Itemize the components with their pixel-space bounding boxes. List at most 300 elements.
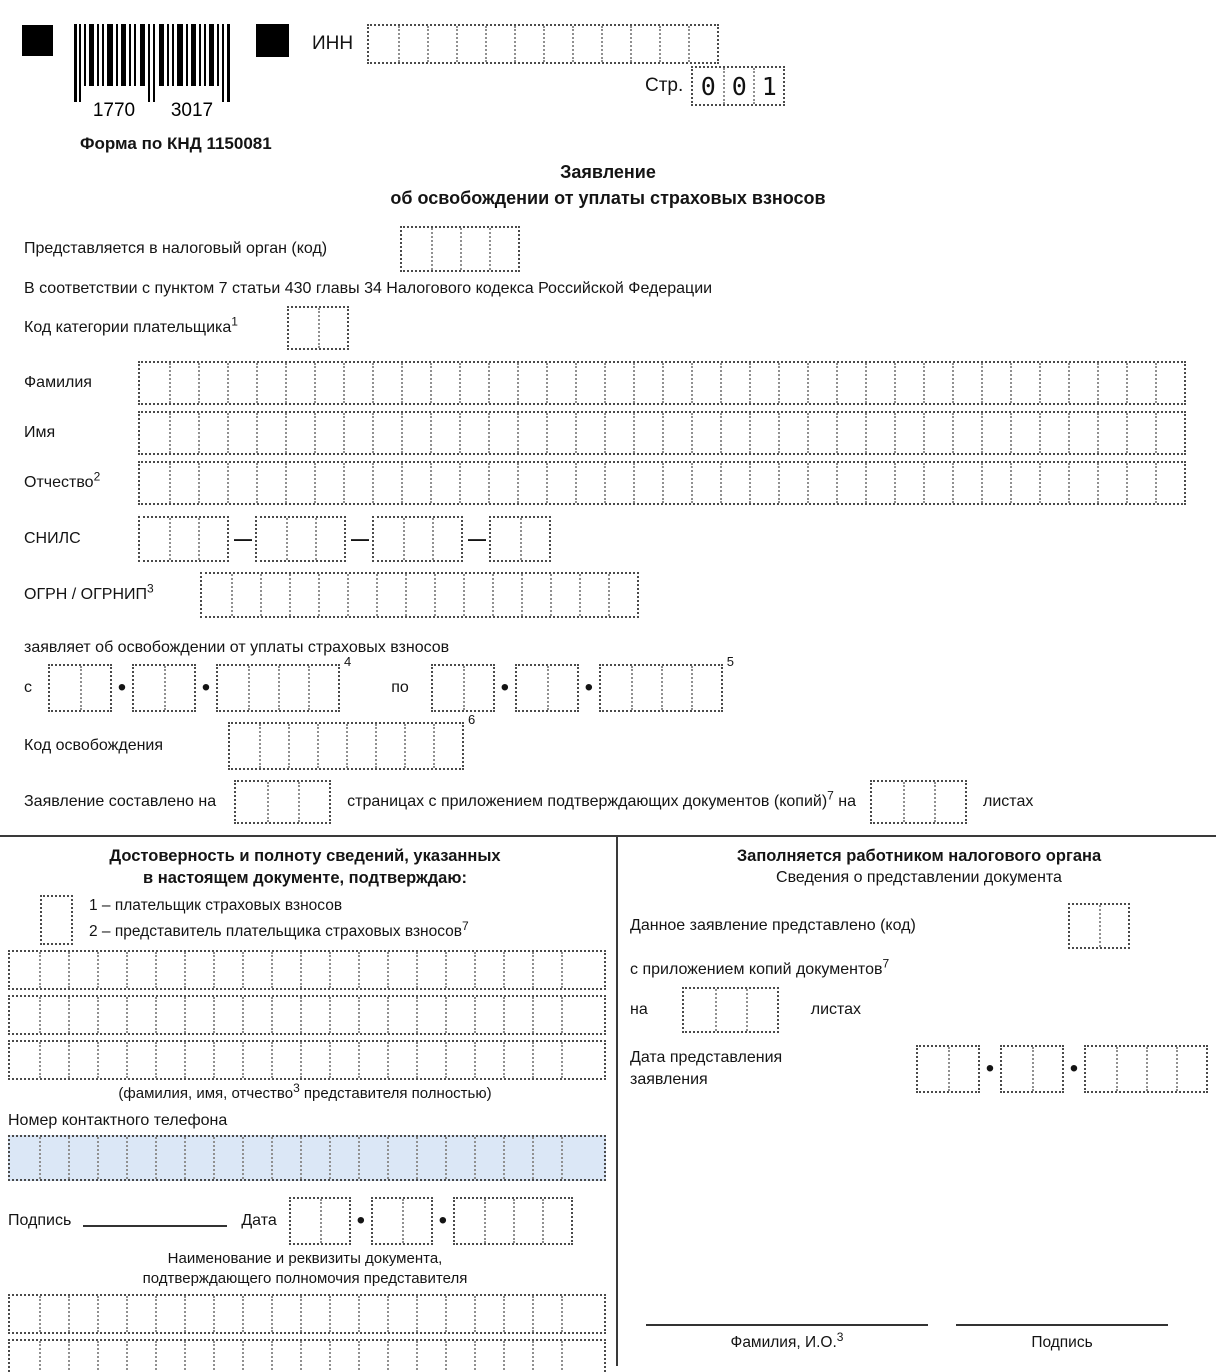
- cell[interactable]: [358, 1137, 387, 1179]
- cell[interactable]: [416, 952, 445, 988]
- cell[interactable]: [285, 413, 314, 453]
- cell[interactable]: [572, 26, 601, 62]
- cell[interactable]: [242, 1296, 271, 1332]
- cell[interactable]: [256, 463, 285, 503]
- cell[interactable]: [373, 1199, 402, 1243]
- exemption-code-field[interactable]: [228, 722, 464, 770]
- submission-date-month-field[interactable]: [1000, 1045, 1064, 1093]
- cell[interactable]: [503, 1341, 532, 1372]
- cell[interactable]: [807, 413, 836, 453]
- cell[interactable]: [1155, 363, 1184, 403]
- cell[interactable]: [575, 463, 604, 503]
- cell[interactable]: [903, 782, 934, 822]
- cell[interactable]: [430, 363, 459, 403]
- cell[interactable]: [10, 1341, 39, 1372]
- cell[interactable]: [372, 413, 401, 453]
- cell[interactable]: [1116, 1047, 1146, 1091]
- cell[interactable]: [387, 1137, 416, 1179]
- cell[interactable]: [10, 1042, 39, 1078]
- cell[interactable]: [314, 413, 343, 453]
- cell[interactable]: [10, 997, 39, 1033]
- cell[interactable]: [1155, 413, 1184, 453]
- cell[interactable]: [300, 1341, 329, 1372]
- snils-field-4[interactable]: [489, 516, 551, 562]
- cell[interactable]: [140, 413, 169, 453]
- cell[interactable]: [126, 1042, 155, 1078]
- cell[interactable]: [532, 952, 561, 988]
- cell[interactable]: [308, 666, 338, 710]
- cell[interactable]: [329, 1341, 358, 1372]
- cell[interactable]: [1097, 413, 1126, 453]
- cell[interactable]: [358, 1042, 387, 1078]
- cell[interactable]: [343, 413, 372, 453]
- cell[interactable]: [659, 26, 688, 62]
- cell[interactable]: [952, 413, 981, 453]
- sign-date-day-field[interactable]: [289, 1197, 351, 1245]
- cell[interactable]: [198, 518, 227, 560]
- cell[interactable]: [271, 1296, 300, 1332]
- cell[interactable]: [257, 518, 286, 560]
- cell[interactable]: [155, 1296, 184, 1332]
- cell[interactable]: [547, 666, 577, 710]
- cell[interactable]: [720, 413, 749, 453]
- cell[interactable]: [1126, 363, 1155, 403]
- cell[interactable]: [358, 1296, 387, 1332]
- cell[interactable]: [358, 952, 387, 988]
- cell[interactable]: [314, 463, 343, 503]
- cell[interactable]: [894, 363, 923, 403]
- cell[interactable]: [1068, 363, 1097, 403]
- sign-date-month-field[interactable]: [371, 1197, 433, 1245]
- cell[interactable]: [169, 413, 198, 453]
- cell[interactable]: [259, 724, 288, 768]
- cell[interactable]: [398, 26, 427, 62]
- cell[interactable]: [952, 463, 981, 503]
- cell[interactable]: [631, 666, 661, 710]
- cell[interactable]: [503, 952, 532, 988]
- cell[interactable]: [445, 1042, 474, 1078]
- cell[interactable]: [981, 413, 1010, 453]
- cell[interactable]: [97, 1137, 126, 1179]
- cell[interactable]: [404, 724, 433, 768]
- cell[interactable]: [503, 1137, 532, 1179]
- officer-sign-line[interactable]: [956, 1324, 1168, 1326]
- cell[interactable]: [248, 666, 278, 710]
- cell[interactable]: [604, 463, 633, 503]
- cell[interactable]: [778, 413, 807, 453]
- cell[interactable]: [691, 666, 721, 710]
- cell[interactable]: [169, 463, 198, 503]
- cell[interactable]: [213, 952, 242, 988]
- cell[interactable]: [97, 997, 126, 1033]
- cell[interactable]: [662, 413, 691, 453]
- cell[interactable]: [198, 363, 227, 403]
- authority-doc-field-1[interactable]: [8, 1294, 606, 1334]
- cell[interactable]: [126, 1137, 155, 1179]
- submission-date-year-field[interactable]: [1084, 1045, 1208, 1093]
- cell[interactable]: [314, 363, 343, 403]
- pages-count-field[interactable]: [234, 780, 331, 824]
- cell[interactable]: [1086, 1047, 1116, 1091]
- cell[interactable]: [1039, 463, 1068, 503]
- cell[interactable]: [213, 1042, 242, 1078]
- cell[interactable]: [517, 413, 546, 453]
- cell[interactable]: [242, 952, 271, 988]
- cell[interactable]: [1068, 463, 1097, 503]
- cell[interactable]: [343, 363, 372, 403]
- cell[interactable]: [369, 26, 398, 62]
- cell[interactable]: [376, 574, 405, 616]
- cell[interactable]: [575, 413, 604, 453]
- cell[interactable]: [126, 1341, 155, 1372]
- cell[interactable]: [256, 363, 285, 403]
- cell[interactable]: [503, 1042, 532, 1078]
- cell[interactable]: [134, 666, 164, 710]
- cell[interactable]: [561, 1341, 590, 1372]
- cell[interactable]: [431, 228, 460, 270]
- cell[interactable]: [836, 413, 865, 453]
- cell[interactable]: [68, 1296, 97, 1332]
- cell[interactable]: [807, 363, 836, 403]
- cell[interactable]: 0: [700, 71, 716, 101]
- phone-field[interactable]: [8, 1135, 606, 1181]
- cell[interactable]: [778, 463, 807, 503]
- cell[interactable]: [227, 413, 256, 453]
- cell[interactable]: [387, 1296, 416, 1332]
- cell[interactable]: [10, 952, 39, 988]
- cell[interactable]: [474, 952, 503, 988]
- cell[interactable]: [1099, 905, 1128, 947]
- cell[interactable]: [433, 724, 462, 768]
- cell[interactable]: [1126, 463, 1155, 503]
- cell[interactable]: [318, 574, 347, 616]
- cell[interactable]: [445, 952, 474, 988]
- cell[interactable]: [778, 363, 807, 403]
- cell[interactable]: [503, 997, 532, 1033]
- cell[interactable]: [372, 363, 401, 403]
- cell[interactable]: [155, 952, 184, 988]
- cell[interactable]: [300, 997, 329, 1033]
- cell[interactable]: [474, 1296, 503, 1332]
- cell[interactable]: [1146, 1047, 1176, 1091]
- cell[interactable]: [374, 518, 403, 560]
- cell[interactable]: [97, 1341, 126, 1372]
- cell[interactable]: [416, 1296, 445, 1332]
- cell[interactable]: [691, 463, 720, 503]
- cell[interactable]: [213, 1137, 242, 1179]
- cell[interactable]: [474, 1137, 503, 1179]
- cell[interactable]: [242, 1341, 271, 1372]
- cell[interactable]: [1010, 463, 1039, 503]
- cell[interactable]: [923, 413, 952, 453]
- cell[interactable]: [97, 952, 126, 988]
- cell[interactable]: [691, 413, 720, 453]
- cell[interactable]: [445, 1341, 474, 1372]
- payer-category-field[interactable]: [287, 306, 349, 350]
- cell[interactable]: [198, 413, 227, 453]
- cell[interactable]: [633, 463, 662, 503]
- cell[interactable]: [236, 782, 267, 822]
- cell[interactable]: [155, 997, 184, 1033]
- cell[interactable]: [474, 1042, 503, 1078]
- cell[interactable]: [604, 363, 633, 403]
- cell[interactable]: [746, 989, 777, 1031]
- cell[interactable]: [278, 666, 308, 710]
- cell[interactable]: [715, 989, 746, 1031]
- cell[interactable]: [1097, 363, 1126, 403]
- cell[interactable]: [387, 997, 416, 1033]
- cell[interactable]: [227, 363, 256, 403]
- cell[interactable]: [561, 1296, 590, 1332]
- cell[interactable]: [1010, 413, 1039, 453]
- cell[interactable]: [242, 997, 271, 1033]
- cell[interactable]: [155, 1042, 184, 1078]
- cell[interactable]: [267, 782, 298, 822]
- page-number-field[interactable]: [691, 66, 785, 106]
- cell[interactable]: [184, 1137, 213, 1179]
- cell[interactable]: [300, 1296, 329, 1332]
- cell[interactable]: [39, 1042, 68, 1078]
- cell[interactable]: [532, 1296, 561, 1332]
- cell[interactable]: [434, 574, 463, 616]
- cell[interactable]: [329, 1042, 358, 1078]
- date-from-day-field[interactable]: [48, 664, 112, 712]
- cell[interactable]: [1155, 463, 1184, 503]
- snils-field-3[interactable]: [372, 516, 463, 562]
- cell[interactable]: [213, 1341, 242, 1372]
- cell[interactable]: [474, 1341, 503, 1372]
- cell[interactable]: [952, 363, 981, 403]
- cell[interactable]: [836, 363, 865, 403]
- cell[interactable]: [218, 666, 248, 710]
- cell[interactable]: [433, 666, 463, 710]
- cell[interactable]: [1039, 363, 1068, 403]
- cell[interactable]: [688, 26, 717, 62]
- cell[interactable]: [10, 1137, 39, 1179]
- cell[interactable]: [300, 1042, 329, 1078]
- surname-field[interactable]: [138, 361, 1186, 405]
- cell[interactable]: [445, 1137, 474, 1179]
- cell[interactable]: [39, 1137, 68, 1179]
- cell[interactable]: [488, 463, 517, 503]
- cell[interactable]: [691, 363, 720, 403]
- cell[interactable]: [271, 997, 300, 1033]
- snils-field-1[interactable]: [138, 516, 229, 562]
- cell[interactable]: [749, 363, 778, 403]
- cell[interactable]: [460, 228, 489, 270]
- representative-fio-field-2[interactable]: [8, 995, 606, 1035]
- cell[interactable]: [242, 1137, 271, 1179]
- cell[interactable]: [918, 1047, 948, 1091]
- cell[interactable]: [271, 952, 300, 988]
- patronymic-field[interactable]: [138, 461, 1186, 505]
- cell[interactable]: [579, 574, 608, 616]
- cell[interactable]: [403, 518, 432, 560]
- cell[interactable]: [981, 363, 1010, 403]
- cell[interactable]: [184, 1296, 213, 1332]
- cell[interactable]: [1032, 1047, 1062, 1091]
- cell[interactable]: [126, 997, 155, 1033]
- cell[interactable]: [894, 463, 923, 503]
- cell[interactable]: [202, 574, 231, 616]
- cell[interactable]: [140, 518, 169, 560]
- cell[interactable]: [242, 1042, 271, 1078]
- cell[interactable]: [358, 1341, 387, 1372]
- cell[interactable]: [286, 518, 315, 560]
- cell[interactable]: [50, 666, 80, 710]
- cell[interactable]: [401, 363, 430, 403]
- cell[interactable]: [546, 413, 575, 453]
- cell[interactable]: [329, 997, 358, 1033]
- cell[interactable]: [387, 952, 416, 988]
- cell[interactable]: 0: [723, 68, 753, 104]
- cell[interactable]: [517, 463, 546, 503]
- cell[interactable]: [485, 26, 514, 62]
- cell[interactable]: [375, 724, 404, 768]
- cell[interactable]: [289, 574, 318, 616]
- cell[interactable]: [865, 463, 894, 503]
- cell[interactable]: [1068, 413, 1097, 453]
- cell[interactable]: [981, 463, 1010, 503]
- cell[interactable]: [517, 363, 546, 403]
- cell[interactable]: [271, 1341, 300, 1372]
- cell[interactable]: [561, 997, 590, 1033]
- cell[interactable]: [532, 1042, 561, 1078]
- sign-date-year-field[interactable]: [453, 1197, 573, 1245]
- cell[interactable]: [329, 1137, 358, 1179]
- cell[interactable]: 1: [753, 68, 783, 104]
- cell[interactable]: [517, 666, 547, 710]
- cell[interactable]: [402, 1199, 431, 1243]
- cell[interactable]: [550, 574, 579, 616]
- ogrn-field[interactable]: [200, 572, 639, 618]
- sheets-count-field[interactable]: [870, 780, 967, 824]
- cell[interactable]: [630, 26, 659, 62]
- cell[interactable]: [140, 463, 169, 503]
- cell[interactable]: [68, 1341, 97, 1372]
- cell[interactable]: [561, 1042, 590, 1078]
- cell[interactable]: [405, 574, 434, 616]
- cell[interactable]: [260, 574, 289, 616]
- cell[interactable]: [865, 413, 894, 453]
- cell[interactable]: [807, 463, 836, 503]
- cell[interactable]: [521, 574, 550, 616]
- cell[interactable]: [68, 1042, 97, 1078]
- cell[interactable]: [315, 518, 344, 560]
- cell[interactable]: [416, 1042, 445, 1078]
- cell[interactable]: [488, 413, 517, 453]
- signature-line[interactable]: [83, 1225, 227, 1227]
- cell[interactable]: [1176, 1047, 1206, 1091]
- cell[interactable]: [1070, 905, 1099, 947]
- cell[interactable]: [39, 1341, 68, 1372]
- cell[interactable]: [601, 666, 631, 710]
- cell[interactable]: [169, 518, 198, 560]
- snils-field-2[interactable]: [255, 516, 346, 562]
- cell[interactable]: [532, 1341, 561, 1372]
- cell[interactable]: [455, 1199, 484, 1243]
- cell[interactable]: [604, 413, 633, 453]
- cell[interactable]: [184, 1042, 213, 1078]
- cell[interactable]: [608, 574, 637, 616]
- cell[interactable]: [416, 1341, 445, 1372]
- cell[interactable]: [347, 574, 376, 616]
- cell[interactable]: [68, 952, 97, 988]
- cell[interactable]: [865, 363, 894, 403]
- cell[interactable]: [227, 463, 256, 503]
- cell[interactable]: [184, 1341, 213, 1372]
- date-from-year-field[interactable]: [216, 664, 340, 712]
- cell[interactable]: [948, 1047, 978, 1091]
- cell[interactable]: [532, 1137, 561, 1179]
- cell[interactable]: [271, 1042, 300, 1078]
- cell[interactable]: [459, 363, 488, 403]
- cell[interactable]: [661, 666, 691, 710]
- cell[interactable]: [329, 952, 358, 988]
- cell[interactable]: [491, 518, 520, 560]
- cell[interactable]: [140, 363, 169, 403]
- cell[interactable]: [387, 1042, 416, 1078]
- cell[interactable]: [514, 26, 543, 62]
- cell[interactable]: [836, 463, 865, 503]
- cell[interactable]: [68, 1137, 97, 1179]
- cell[interactable]: [546, 363, 575, 403]
- cell[interactable]: [317, 724, 346, 768]
- cell[interactable]: [633, 413, 662, 453]
- cell[interactable]: [463, 574, 492, 616]
- cell[interactable]: [320, 1199, 349, 1243]
- cell[interactable]: [271, 1137, 300, 1179]
- inn-field[interactable]: [367, 24, 719, 64]
- cell[interactable]: [329, 1296, 358, 1332]
- cell[interactable]: [720, 463, 749, 503]
- cell[interactable]: [561, 1137, 590, 1179]
- cell[interactable]: [318, 308, 347, 348]
- cell[interactable]: [285, 463, 314, 503]
- cell[interactable]: [894, 413, 923, 453]
- cell[interactable]: [401, 463, 430, 503]
- cell[interactable]: [416, 997, 445, 1033]
- cell[interactable]: [231, 574, 260, 616]
- tax-authority-code-field[interactable]: [400, 226, 520, 272]
- cell[interactable]: [164, 666, 194, 710]
- date-to-year-field[interactable]: [599, 664, 723, 712]
- cell[interactable]: [662, 363, 691, 403]
- cell[interactable]: [155, 1341, 184, 1372]
- representative-fio-field-3[interactable]: [8, 1040, 606, 1080]
- cell[interactable]: [288, 724, 317, 768]
- cell[interactable]: [749, 413, 778, 453]
- cell[interactable]: [543, 26, 572, 62]
- cell[interactable]: [387, 1341, 416, 1372]
- cell[interactable]: [402, 228, 431, 270]
- cell[interactable]: [923, 363, 952, 403]
- date-from-month-field[interactable]: [132, 664, 196, 712]
- cell[interactable]: [68, 997, 97, 1033]
- cell[interactable]: [872, 782, 903, 822]
- cell[interactable]: [923, 463, 952, 503]
- cell[interactable]: [459, 413, 488, 453]
- cell[interactable]: [213, 1296, 242, 1332]
- cell[interactable]: [358, 997, 387, 1033]
- cell[interactable]: [372, 463, 401, 503]
- date-to-month-field[interactable]: [515, 664, 579, 712]
- cell[interactable]: [10, 1296, 39, 1332]
- cell[interactable]: [126, 1296, 155, 1332]
- cell[interactable]: [213, 997, 242, 1033]
- cell[interactable]: [97, 1296, 126, 1332]
- cell[interactable]: [520, 518, 549, 560]
